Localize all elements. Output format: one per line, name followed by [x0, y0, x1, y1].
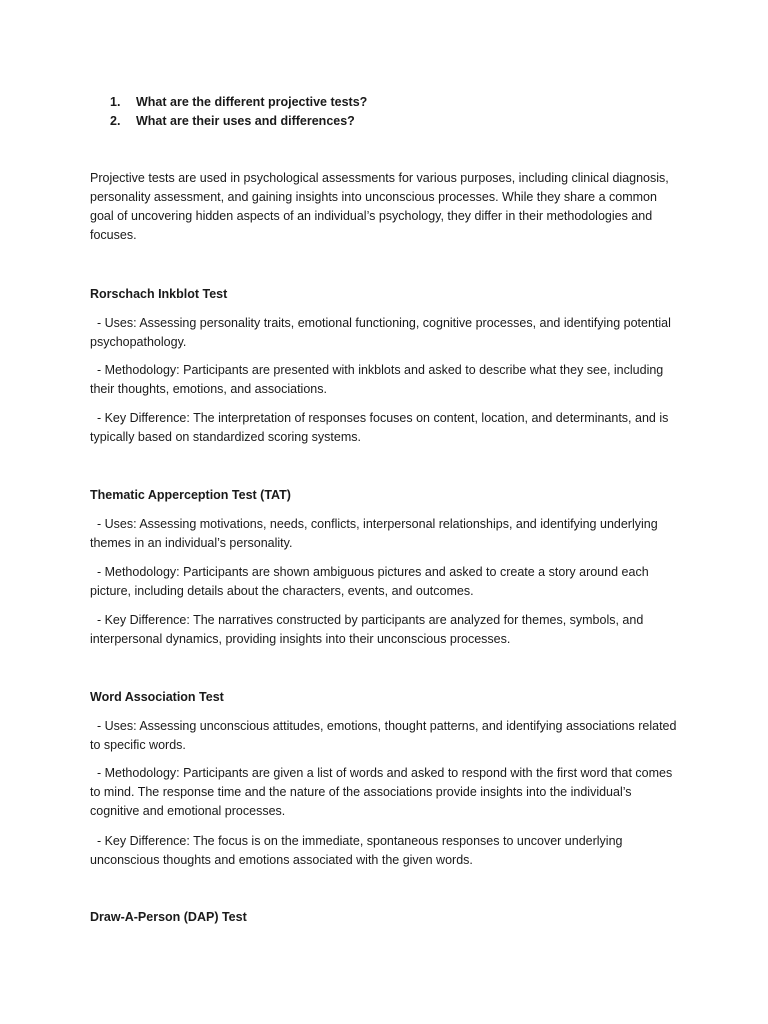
tat-key-difference: - Key Difference: The narratives constructed by participants are analyzed for themes, symbols, and interpersonal dynamics, providing insights into their unconscious processes.	[90, 613, 647, 646]
rorschach-methodology: - Methodology: Participants are presented with inkblots and asked to describe what they see, including their thoughts, emotions, and associations.	[90, 363, 667, 396]
question-list	[110, 93, 367, 131]
word-association-methodology: - Methodology: Participants are given a list of words and asked to respond with the first word that comes to mind. The response time and the nature of the associations provide insights into the individual’s cognitive and emotional processes.	[90, 766, 676, 818]
rorschach-uses: - Uses: Assessing personality traits, emotional functioning, cognitive processes, and identifying potential psychopathology.	[90, 316, 675, 349]
question-number: 2.	[110, 114, 121, 128]
tat-uses: - Uses: Assessing motivations, needs, conflicts, interpersonal relationships, and identifying underlying themes in an individual’s personality.	[90, 517, 662, 550]
tat-methodology: - Methodology: Participants are shown ambiguous pictures and asked to create a story around each picture, including details about the characters, events, and outcomes.	[90, 565, 653, 598]
question-item	[110, 93, 367, 112]
word-association-uses: - Uses: Assessing unconscious attitudes, emotions, thought patterns, and identifying associations related to specific words.	[90, 719, 680, 752]
section-heading-tat: Thematic Apperception Test (TAT)	[90, 488, 291, 502]
word-association-key-difference: - Key Difference: The focus is on the immediate, spontaneous responses to uncover underlying unconscious thoughts and emotions associated with the given words.	[90, 834, 626, 867]
section-heading-dap: Draw-A-Person (DAP) Test	[90, 910, 247, 924]
question-text: What are their uses and differences?	[136, 114, 355, 128]
question-number: 1.	[110, 95, 121, 109]
section-heading-word-association: Word Association Test	[90, 690, 224, 704]
section-heading-rorschach: Rorschach Inkblot Test	[90, 287, 228, 301]
rorschach-key-difference: - Key Difference: The interpretation of responses focuses on content, location, and determinants, and is typically based on standardized scoring systems.	[90, 411, 672, 444]
question-text: What are the different projective tests?	[136, 95, 368, 109]
intro-paragraph: Projective tests are used in psychological assessments for various purposes, including clinical diagnosis, personality assessment, and gaining insights into unconscious processes. While they share a common goal of uncovering hidden aspects of an individual’s psychology, they differ in their methodologies and focuses.	[90, 171, 669, 242]
question-item	[110, 112, 367, 131]
